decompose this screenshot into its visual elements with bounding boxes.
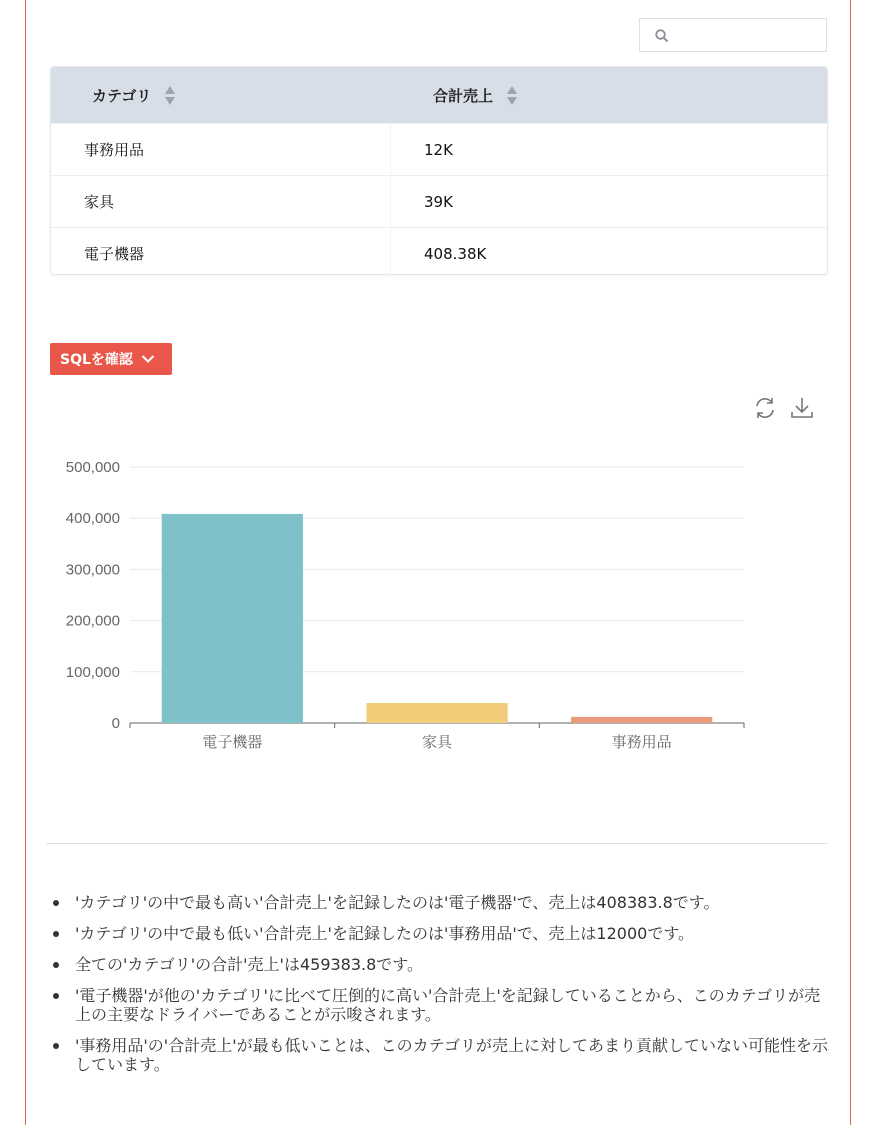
divider: [46, 843, 828, 844]
y-tick-label: 100,000: [65, 663, 120, 681]
table-row: [51, 227, 827, 275]
download-icon[interactable]: [790, 395, 814, 421]
sort-icon[interactable]: [507, 84, 517, 106]
refresh-icon[interactable]: [753, 395, 777, 421]
column-header-label: 合計売上: [433, 86, 494, 105]
insights-list: [50, 893, 830, 1086]
bar: [366, 703, 507, 723]
bar-chart: [50, 450, 770, 760]
table-row: [51, 175, 827, 227]
insight-item: '電子機器'が他の'カテゴリ'に比べて圧倒的に高い'合計売上'を記録していることから、このカテゴリが売上の主要なドライバーであることが示唆されます。: [50, 986, 830, 1024]
y-tick-label: 300,000: [65, 561, 120, 579]
y-tick-label: 200,000: [65, 612, 120, 630]
table-cell: 12K: [424, 140, 453, 159]
column-header-category[interactable]: [51, 67, 391, 123]
view-sql-label: SQLを確認: [60, 352, 133, 368]
table-cell: 電子機器: [51, 228, 391, 275]
search-box[interactable]: [639, 18, 827, 52]
insight-item: 全ての'カテゴリ'の合計'売上'は459383.8です。: [50, 955, 830, 974]
column-header-total-sales[interactable]: [391, 67, 517, 123]
x-tick-label: 家具: [421, 733, 453, 751]
table-cell: 事務用品: [51, 124, 391, 175]
bar: [162, 514, 303, 723]
data-table: [50, 66, 828, 275]
insight-item: 'カテゴリ'の中で最も高い'合計売上'を記録したのは'電子機器'で、売上は408383.8です。: [50, 893, 830, 912]
table-row: [51, 123, 827, 175]
column-header-label: カテゴリ: [92, 86, 152, 105]
insight-item: 'カテゴリ'の中で最も低い'合計売上'を記録したのは'事務用品'で、売上は12000です。: [50, 924, 830, 943]
table-cell: 408.38K: [424, 244, 487, 263]
search-icon: [655, 29, 669, 43]
insight-item: '事務用品'の'合計売上'が最も低いことは、このカテゴリが売上に対してあまり貢献していない可能性を示しています。: [50, 1036, 830, 1074]
table-cell: 家具: [51, 176, 391, 227]
table-header: [51, 67, 827, 123]
sort-icon[interactable]: [165, 84, 175, 106]
bar: [571, 717, 712, 723]
y-tick-label: 0: [111, 715, 120, 732]
chevron-down-icon: [141, 354, 155, 364]
y-tick-label: 400,000: [65, 510, 120, 528]
x-tick-label: 事務用品: [611, 733, 672, 751]
y-tick-label: 500,000: [65, 459, 120, 476]
view-sql-button[interactable]: [50, 343, 172, 375]
table-cell: 39K: [424, 192, 453, 211]
x-tick-label: 電子機器: [202, 733, 263, 751]
